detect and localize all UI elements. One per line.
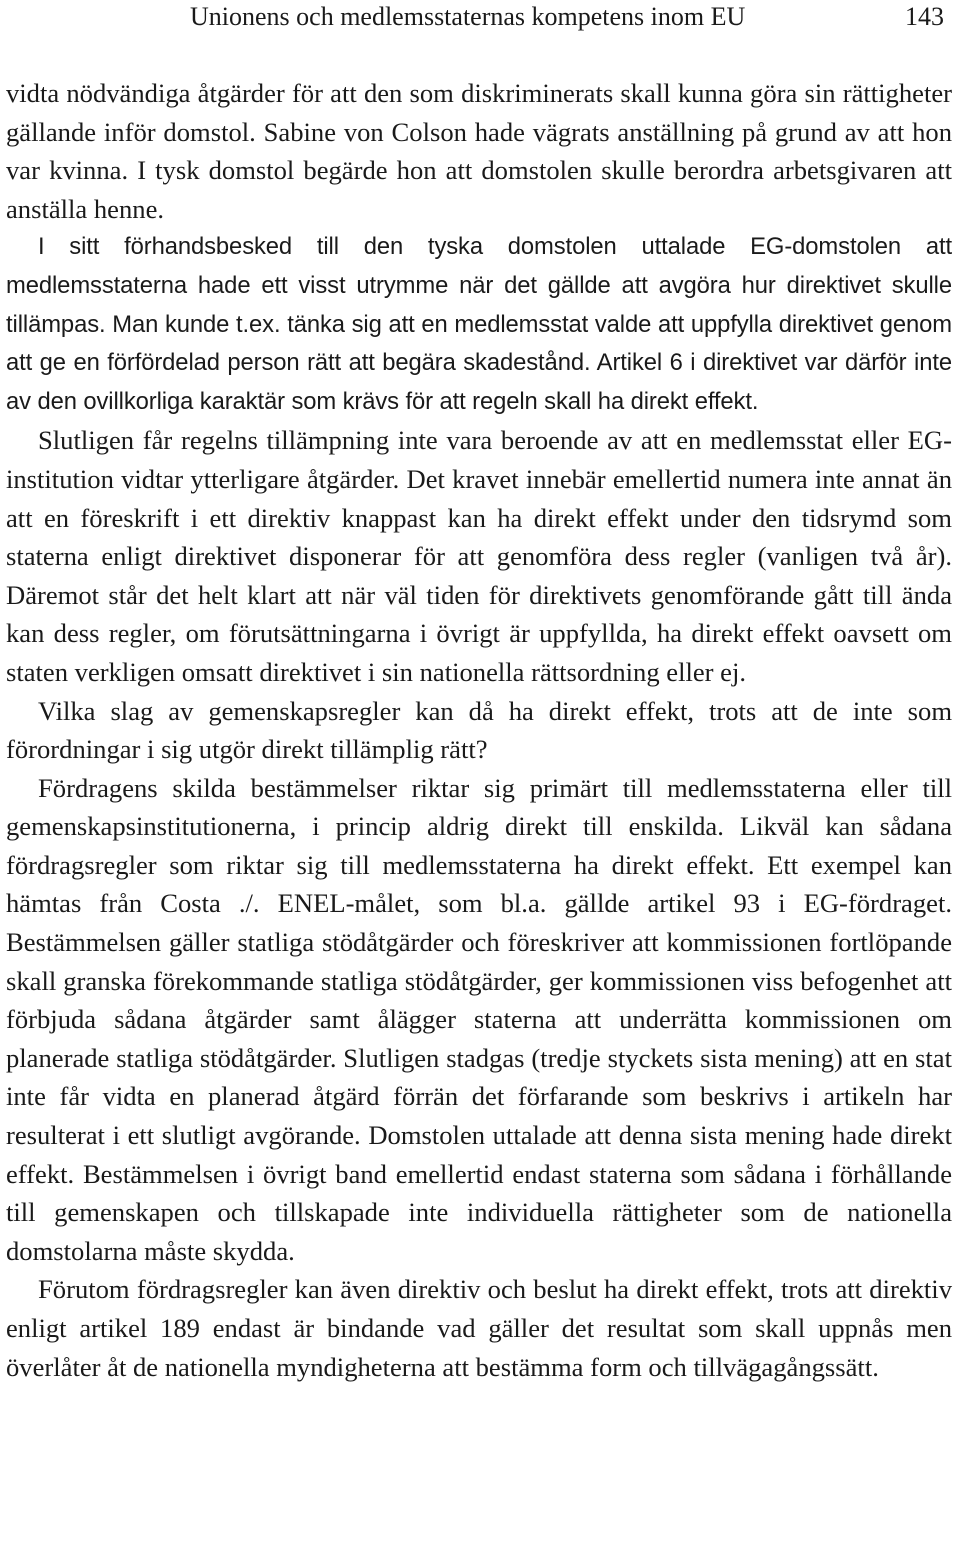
paragraph-5: Fördragens skilda bestämmelser riktar sig primärt till medlemsstaterna eller till gemenskapsinstitutionerna, i princip aldrig direkt till enskilda. Likväl kan sådana fördragsregler som riktar sig till medlemsstaterna ha direkt effekt. Ett exempel kan hämtas från Costa ./. ENEL-målet, som bl.a. gällde artikel 93 i EG-fördraget. Bestämmelsen gäller statliga stödåtgärder och föreskriver att kommissionen fortlöpande skall granska förekommande statliga stödåtgärder, ger kommissionen viss befogenhet att förbjuda sådana åtgärder samt ålägger staterna att underrätta kommissionen om planerade statliga stödåtgärder. Slutligen stadgas (tredje styckets sista mening) att en stat inte får vidta en planerad åtgärd förrän det förfarande som beskrivs i artikeln har resulterat i ett slutligt avgörande. Domstolen uttalade att denna sista mening hade direkt effekt. Bestämmelsen i övrigt band emellertid endast staterna som sådana i förhållande till gemenskapen och tillskapade inte individuella rättigheter som de nationella domstolarna måste skydda. [6, 772, 952, 1266]
paragraph-4: Vilka slag av gemenskapsregler kan då ha direkt effekt, trots att de inte som förordningar i sig utgör direkt tillämplig rätt? [6, 695, 952, 765]
paragraph-6: Förutom fördragsregler kan även direktiv och beslut ha direkt effekt, trots att direktiv enligt artikel 189 endast är bindande vad gäller det resultat som skall uppnås men överlåter åt de nationella myndigheterna att bestämma form och tillvägagångssätt. [6, 1274, 952, 1382]
paragraph-3: Slutligen får regelns tillämpning inte vara beroende av att en medlemsstat eller EG-institution vidtar ytterligare åtgärder. Det kravet innebär emellertid numera inte annat än att en föreskrift i ett direktiv knappast kan ha direkt effekt under den tidsrymd som staterna enligt direktivet disponerar för att genomföra dess regler (vanligen två år). Däremot står det helt klart att när väl tiden för direktivets genomförande gått till ända kan dess regler, om förutsättningarna i övrigt är uppfyllda, ha direkt effekt oavsett om staten verkligen omsatt direktivet i sin nationella rättsordning eller ej. [6, 425, 952, 687]
body-text [6, 74, 952, 1386]
paragraph-2: I sitt förhandsbesked till den tyska domstolen uttalade EG-domstolen att medlemsstaterna hade ett visst utrymme när det gällde att avgöra hur direktivet skulle tillämpas. Man kunde t.ex. tänka sig att en medlemsstat valde att uppfylla direktivet genom att ge en förfördelad person rätt att begära skadestånd. Artikel 6 i direktivet var därför inte av den ovillkorliga karaktär som krävs för att regeln skall ha direkt effekt. [6, 233, 952, 415]
header-title: Unionens och medlemsstaternas kompetens inom EU [190, 2, 746, 31]
running-header [6, 0, 952, 36]
paragraph-1: vidta nödvändiga åtgärder för att den som diskriminerats skall kunna göra sin rättigheter gällande inför domstol. Sabine von Colson hade vägrats anställning på grund av att hon var kvinna. I tysk domstol begärde hon att domstolen skulle berordra arbetsgivaren att anställa henne. [6, 78, 952, 224]
page-number: 143 [905, 2, 944, 31]
